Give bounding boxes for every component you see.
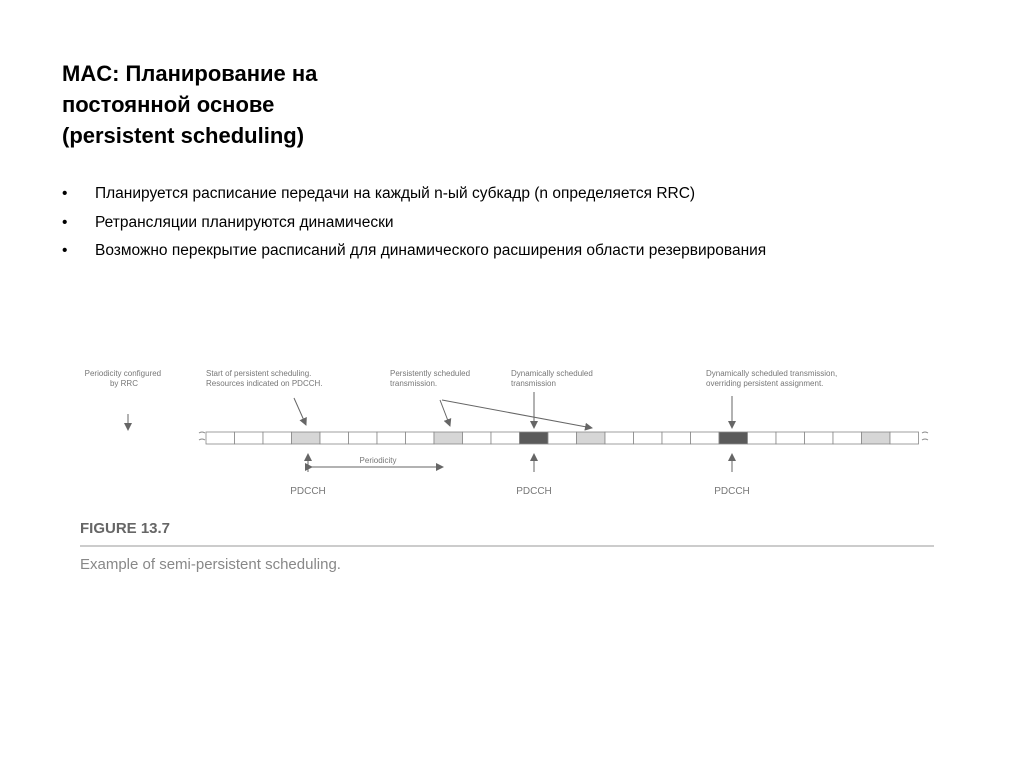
subframe — [634, 432, 663, 444]
bullet-item — [62, 180, 962, 209]
subframe — [691, 432, 720, 444]
arrow-persistent-1 — [440, 400, 450, 426]
title-line-1: MAC: Планирование на — [62, 61, 318, 86]
strip-break-left — [199, 432, 205, 440]
subframe — [235, 432, 264, 444]
bullet-text: Ретрансляции планируются динамически — [95, 213, 394, 231]
scheduling-diagram — [70, 340, 950, 590]
bullet-item — [62, 209, 962, 238]
slide-title — [62, 58, 482, 151]
pdcch-label-1: PDCCH — [290, 486, 326, 497]
subframe-persistent — [862, 432, 891, 444]
subframe — [662, 432, 691, 444]
figure-caption: Example of semi-persistent scheduling. — [80, 556, 341, 573]
figure-number: FIGURE 13.7 — [80, 520, 171, 537]
bullet-dot: • — [62, 185, 68, 202]
subframe — [491, 432, 520, 444]
strip-break-right — [922, 432, 928, 440]
subframe — [377, 432, 406, 444]
periodicity-label: Periodicity — [359, 456, 397, 465]
subframe — [833, 432, 862, 444]
annotation-start-persistent: Start of persistent scheduling. Resources indicated on PDCCH. — [206, 369, 323, 388]
pdcch-label-3: PDCCH — [714, 486, 750, 497]
annotation-persistently-scheduled: Persistently scheduled transmission. — [390, 369, 471, 388]
subframe-strip — [206, 432, 919, 444]
annotation-dynamic-overriding: Dynamically scheduled transmission, overriding persistent assignment. — [706, 369, 838, 388]
subframe — [463, 432, 492, 444]
annotation-dynamically-scheduled: Dynamically scheduled transmission — [511, 369, 593, 388]
bullet-list — [62, 180, 962, 266]
subframe — [605, 432, 634, 444]
subframe — [890, 432, 919, 444]
subframe — [263, 432, 292, 444]
pdcch-label-2: PDCCH — [516, 486, 552, 497]
subframe — [805, 432, 834, 444]
subframe-dynamic — [520, 432, 549, 444]
subframe-dynamic — [719, 432, 748, 444]
subframe-persistent — [577, 432, 606, 444]
subframe — [320, 432, 349, 444]
bullet-dot: • — [62, 242, 68, 259]
bullet-text: Возможно перекрытие расписаний для динамического расширения области резервирования — [95, 242, 767, 259]
subframe — [748, 432, 777, 444]
subframe — [548, 432, 577, 444]
bullet-text: Планируется расписание передачи на каждый n-ый субкадр (n определяется RRC) — [95, 185, 696, 202]
subframe — [349, 432, 378, 444]
subframe — [206, 432, 235, 444]
subframe-persistent — [434, 432, 463, 444]
bullet-dot: • — [62, 213, 68, 231]
title-line-3: (persistent scheduling) — [62, 123, 305, 148]
annotation-periodicity-rrc: Periodicity configured by RRC — [84, 369, 162, 388]
scheduling-figure — [70, 340, 950, 590]
arrow-persistent-2 — [442, 400, 592, 428]
title-line-2: постоянной основе — [62, 92, 275, 117]
subframe-persistent — [292, 432, 321, 444]
arrow-start-persistent — [294, 398, 306, 425]
subframe — [406, 432, 435, 444]
subframe — [776, 432, 805, 444]
bullet-item — [62, 237, 962, 266]
